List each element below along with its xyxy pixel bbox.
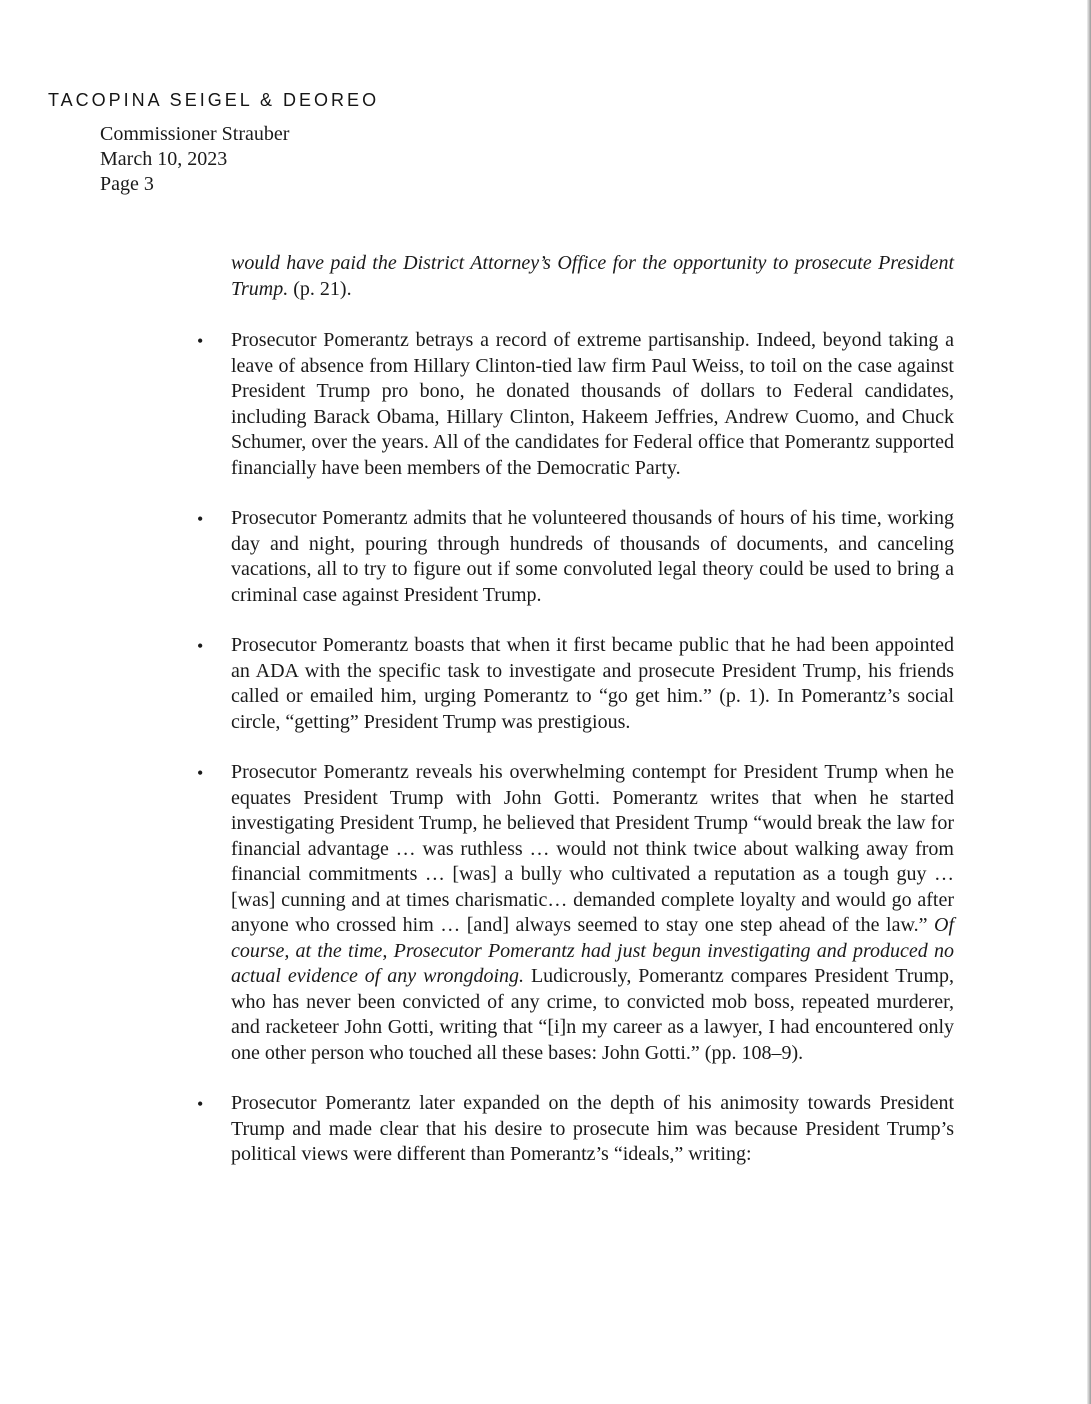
bullet-icon: • bbox=[197, 763, 204, 783]
bullet-italic-text: Of course, at the time, Prosecutor Pomerantz had just begun investigating and produced no actual evidence of any wrongdoing. bbox=[231, 914, 954, 987]
bullet-icon: • bbox=[197, 509, 204, 529]
continued-quote-citation: (p. 21). bbox=[288, 278, 352, 300]
bullet-text: Prosecutor Pomerantz betrays a record of extreme partisanship. Indeed, beyond taking a leave of absence from Hillary Clinton-tied law firm Paul Weiss, to toil on the case against President Trump pro bono, he donated thousands of dollars to Federal candidates, including Barack Obama, Hillary Clinton, Hakeem Jeffries, Andrew Cuomo, and Chuck Schumer, over the years. All of the candidates for Federal office that Pomerantz supported financially have been members of the Democratic Party. bbox=[231, 329, 954, 479]
continued-quote bbox=[231, 250, 954, 302]
bullet-item bbox=[192, 506, 954, 608]
bullet-list bbox=[192, 328, 954, 1168]
bullet-text: Prosecutor Pomerantz admits that he volunteered thousands of hours of his time, working day and night, pouring through hundreds of thousands of documents, and canceling vacations, all to try to figure out if some convoluted legal theory could be used to bring a criminal case against President Trump. bbox=[231, 507, 954, 606]
bullet-text: Prosecutor Pomerantz reveals his overwhelming contempt for President Trump when he equates President Trump with John Gotti. Pomerantz writes that when he started investigating President Trump, he believed that President Trump “would break the law for financial advantage … was ruthless … would not think twice about walking away from financial commitments … [was] a bully who cultivated a reputation as a tough guy … [was] cunning and at times charismatic… demanded complete loyalty and would go after anyone who crossed him … [and] always seemed to stay one step ahead of the law.” bbox=[231, 761, 954, 936]
recipient-line: Commissioner Strauber bbox=[100, 123, 290, 145]
firm-letterhead: TACOPINA SEIGEL & DEOREO bbox=[48, 90, 380, 110]
bullet-item bbox=[192, 1091, 954, 1168]
continued-quote-italic: would have paid the District Attorney’s Office for the opportunity to prosecute President Trump. bbox=[231, 252, 954, 300]
bullet-text-continued: Ludicrously, Pomerantz compares President Trump, who has never been convicted of any crime, to convicted mob boss, repeated murderer, and racketeer John Gotti, writing that “[i]n my career as a lawyer, I had encountered only one other person who touched all these bases: John Gotti.” (pp. 108–9). bbox=[231, 965, 954, 1064]
bullet-icon: • bbox=[197, 1094, 204, 1114]
bullet-text: Prosecutor Pomerantz later expanded on the depth of his animosity towards President Trump and made clear that his desire to prosecute him was because President Trump’s political views were different than Pomerantz’s “ideals,” writing: bbox=[231, 1092, 954, 1165]
bullet-item bbox=[192, 760, 954, 1066]
bullet-item bbox=[192, 633, 954, 735]
bullet-icon: • bbox=[197, 636, 204, 656]
letter-header bbox=[100, 122, 289, 197]
page-edge-shadow bbox=[1087, 0, 1091, 1404]
page-number: Page 3 bbox=[100, 173, 154, 195]
bullet-icon: • bbox=[197, 331, 204, 351]
bullet-text: Prosecutor Pomerantz boasts that when it first became public that he had been appointed an ADA with the specific task to investigate and prosecute President Trump, his friends called or emailed him, urging Pomerantz to “go get him.” (p. 1). In Pomerantz’s social circle, “getting” President Trump was prestigious. bbox=[231, 634, 954, 733]
date-line: March 10, 2023 bbox=[100, 148, 228, 170]
bullet-item bbox=[192, 328, 954, 481]
